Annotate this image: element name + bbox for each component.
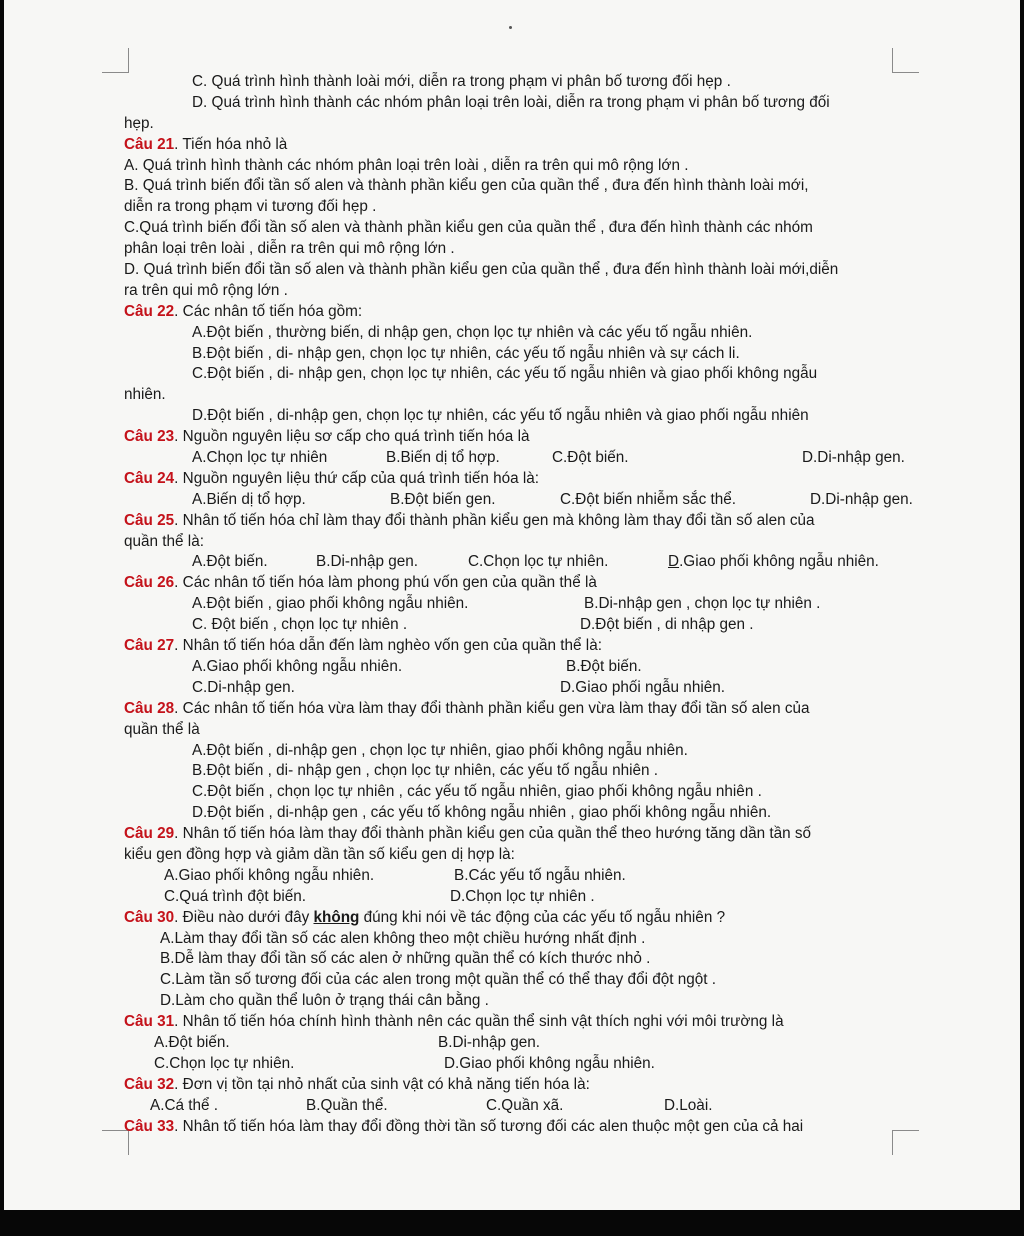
text-line: C. Quá trình hình thành loài mới, diễn ra trong phạm vi phân bố tương đối hẹp . (192, 73, 731, 90)
answer-row (124, 1054, 956, 1075)
question-28 (124, 699, 956, 720)
answer-b: B.Di-nhập gen. (316, 553, 419, 571)
question-21 (124, 135, 956, 156)
text-line: C.Quá trình biến đổi tần số alen và thành phần kiểu gen của quần thể , đưa đến hình thành các nhóm (124, 219, 813, 237)
question-text: . Điều nào dưới đây (174, 908, 314, 926)
text-line: phân loại trên loài , diễn ra trên qui mô rộng lớn . (124, 240, 455, 258)
question-number: Câu 23 (124, 428, 175, 446)
question-text: . Các nhân tố tiến hóa vừa làm thay đổi thành phần kiểu gen vừa làm thay đổi tần số alen của (174, 699, 810, 717)
margin-corner-top-left (102, 48, 129, 73)
question-text: . Đơn vị tồn tại nhỏ nhất của sinh vật có khả năng tiến hóa là: (174, 1075, 590, 1093)
question-27 (124, 636, 956, 657)
text-line: B.Dễ làm thay đổi tần số các alen ở những quần thể có kích thước nhỏ . (160, 950, 651, 968)
answer-c: C.Di-nhập gen. (192, 678, 295, 696)
emphasis-word: không (313, 908, 360, 926)
answer-row (124, 866, 956, 887)
answer-row (124, 678, 956, 699)
answer-a: A.Chọn lọc tự nhiên (192, 449, 328, 467)
text-line: D.Đột biến , di-nhập gen, chọn lọc tự nhiên, các yếu tố ngẫu nhiên và giao phối ngẫu nhiên (192, 407, 809, 425)
answer-d: D.Di-nhập gen. (810, 490, 913, 508)
question-number: Câu 21 (124, 135, 175, 153)
answer-row (124, 657, 956, 678)
question-text-end: đúng khi nói về tác động của các yếu tố ngẫu nhiên ? (359, 908, 726, 926)
answer-d: D.Loài. (664, 1096, 713, 1114)
question-30 (124, 908, 956, 929)
text-line: nhiên. (124, 386, 166, 404)
answer-row (124, 887, 956, 908)
answer-b: B.Di-nhập gen. (438, 1033, 541, 1051)
document-page (4, 0, 1020, 1210)
answer-d: D.Giao phối ngẫu nhiên. (560, 678, 725, 696)
question-32 (124, 1075, 956, 1096)
answer-b: B.Quần thể. (306, 1096, 388, 1114)
question-23 (124, 427, 956, 448)
answer-a: A.Đột biến , giao phối không ngẫu nhiên. (192, 595, 469, 613)
answer-c: C.Quần xã. (486, 1096, 564, 1114)
text-line: hẹp. (124, 114, 154, 132)
answer-c: C.Chọn lọc tự nhiên. (468, 553, 609, 571)
text-line: D.Làm cho quần thể luôn ở trạng thái cân bằng . (160, 992, 489, 1010)
question-text: . Nhân tố tiến hóa dẫn đến làm nghèo vốn gen của quần thể là: (174, 637, 602, 655)
answer-a: A.Giao phối không ngẫu nhiên. (164, 866, 375, 884)
question-number: Câu 25 (124, 511, 175, 529)
answer-c: C.Quá trình đột biến. (164, 887, 307, 905)
question-number: Câu 30 (124, 908, 175, 926)
question-text: . Nguồn nguyên liệu sơ cấp cho quá trình tiến hóa là (174, 428, 530, 446)
question-number: Câu 31 (124, 1013, 175, 1031)
answer-a: A.Giao phối không ngẫu nhiên. (192, 657, 403, 675)
answer-b: B.Đột biến gen. (390, 490, 496, 508)
answer-d-text: .Giao phối không ngẫu nhiên. (679, 553, 879, 571)
answer-row (124, 552, 956, 573)
answer-row (124, 448, 956, 469)
question-33 (124, 1117, 956, 1138)
question-text: . Nhân tố tiến hóa làm thay đổi đồng thời tần số tương đối các alen thuộc một gen của cả hai (174, 1117, 804, 1135)
question-25 (124, 511, 956, 532)
question-29 (124, 824, 956, 845)
question-31 (124, 1012, 956, 1033)
answer-row (124, 594, 956, 615)
text-line: C.Làm tần số tương đối của các alen trong một quần thể có thể thay đổi đột ngột . (160, 971, 717, 989)
answer-c: C.Chọn lọc tự nhiên. (154, 1054, 295, 1072)
text-line: A.Đột biến , thường biến, di nhập gen, chọn lọc tự nhiên và các yếu tố ngẫu nhiên. (192, 323, 753, 341)
answer-d: D.Di-nhập gen. (802, 449, 905, 467)
question-text: . Nhân tố tiến hóa chính hình thành nên các quần thể sinh vật thích nghi với môi trường là (174, 1013, 784, 1031)
answer-b: B.Biến dị tổ hợp. (386, 449, 500, 467)
question-22 (124, 302, 956, 323)
question-24 (124, 469, 956, 490)
question-text: . Nhân tố tiến hóa làm thay đổi thành phần kiểu gen của quần thể theo hướng tăng dần tần số (174, 825, 812, 843)
question-26 (124, 573, 956, 594)
text-line: ra trên qui mô rộng lớn . (124, 281, 288, 299)
text-line: diễn ra trong phạm vi tương đối hẹp . (124, 198, 377, 216)
answer-d: D.Giao phối không ngẫu nhiên. (444, 1054, 655, 1072)
answer-c: C.Đột biến nhiễm sắc thể. (560, 490, 737, 508)
text-line: B. Quá trình biến đổi tần số alen và thành phần kiểu gen của quần thể , đưa đến hình thành loài mới, (124, 177, 809, 195)
question-number: Câu 26 (124, 574, 175, 592)
text-line: C.Đột biến , di- nhập gen, chọn lọc tự nhiên, các yếu tố ngẫu nhiên và giao phối không ngẫu (192, 365, 818, 383)
answer-c: C.Đột biến. (552, 449, 629, 467)
question-number: Câu 32 (124, 1075, 175, 1093)
question-number: Câu 22 (124, 302, 175, 320)
text-line: C.Đột biến , chọn lọc tự nhiên , các yếu tố ngẫu nhiên, giao phối không ngẫu nhiên . (192, 783, 762, 801)
question-number: Câu 24 (124, 469, 175, 487)
answer-a: A.Biến dị tổ hợp. (192, 490, 306, 508)
question-text: . Nguồn nguyên liệu thứ cấp của quá trình tiến hóa là: (174, 469, 540, 487)
text-line: A. Quá trình hình thành các nhóm phân loại trên loài , diễn ra trên qui mô rộng lớn . (124, 156, 689, 174)
margin-corner-top-right (892, 48, 919, 73)
answer-row (124, 615, 956, 636)
question-text: . Các nhân tố tiến hóa gồm: (174, 302, 363, 320)
question-text: . Các nhân tố tiến hóa làm phong phú vốn gen của quần thể là (174, 574, 597, 592)
question-text: . Tiến hóa nhỏ là (174, 135, 288, 153)
answer-d: D.Chọn lọc tự nhiên . (450, 887, 595, 905)
answer-letter-underlined: D (668, 553, 680, 571)
answer-a: A.Cá thể . (150, 1096, 219, 1114)
text-line: quần thể là: (124, 532, 204, 550)
text-line: quần thể là (124, 720, 200, 738)
question-number: Câu 29 (124, 825, 175, 843)
answer-b: B.Các yếu tố ngẫu nhiên. (454, 866, 626, 884)
question-number: Câu 33 (124, 1117, 175, 1135)
answer-a: A.Đột biến. (192, 553, 268, 571)
answer-row (124, 1033, 956, 1054)
answer-row (124, 1096, 956, 1117)
text-line: D. Quá trình hình thành các nhóm phân loại trên loài, diễn ra trong phạm vi phân bố tương đối (192, 93, 830, 111)
question-number: Câu 28 (124, 699, 175, 717)
dot-mark (509, 26, 512, 29)
text-line: A.Đột biến , di-nhập gen , chọn lọc tự nhiên, giao phối không ngẫu nhiên. (192, 741, 688, 759)
answer-d (668, 552, 879, 573)
text-line: kiểu gen đồng hợp và giảm dần tần số kiểu gen dị hợp là: (124, 845, 515, 863)
question-number: Câu 27 (124, 637, 175, 655)
answer-b: B.Đột biến. (566, 657, 642, 675)
document-body (124, 72, 956, 1137)
text-line: D. Quá trình biến đổi tần số alen và thành phần kiểu gen của quần thể , đưa đến hình thành loài mới,diễn (124, 261, 839, 279)
answer-row (124, 490, 956, 511)
answer-d: D.Đột biến , di nhập gen . (580, 616, 754, 634)
text-line: B.Đột biến , di- nhập gen , chọn lọc tự nhiên, các yếu tố ngẫu nhiên . (192, 762, 659, 780)
text-line: B.Đột biến , di- nhập gen, chọn lọc tự nhiên, các yếu tố ngẫu nhiên và sự cách li. (192, 344, 740, 362)
answer-a: A.Đột biến. (154, 1033, 230, 1051)
answer-c: C. Đột biến , chọn lọc tự nhiên . (192, 616, 408, 634)
question-text: . Nhân tố tiến hóa chỉ làm thay đổi thành phần kiểu gen mà không làm thay đổi tần số alen của (174, 511, 815, 529)
answer-b: B.Di-nhập gen , chọn lọc tự nhiên . (584, 595, 821, 613)
text-line: A.Làm thay đổi tần số các alen không theo một chiều hướng nhất định . (160, 929, 646, 947)
text-line: D.Đột biến , di-nhập gen , các yếu tố không ngẫu nhiên , giao phối không ngẫu nhiên. (192, 804, 772, 822)
